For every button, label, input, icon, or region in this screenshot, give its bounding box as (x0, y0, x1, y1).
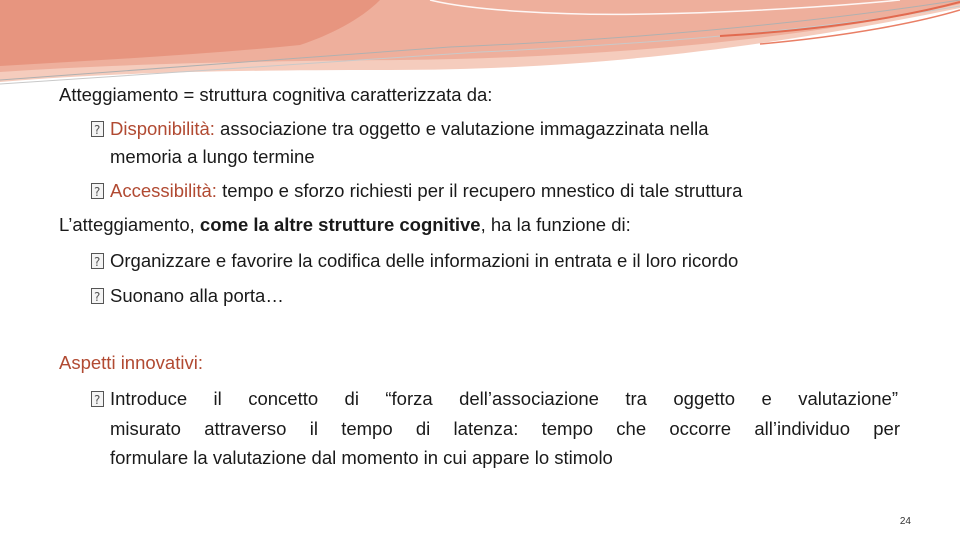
function-line (59, 214, 631, 236)
innovative-heading: Aspetti innovativi: (59, 352, 203, 373)
bullet-term-accessibilita: Accessibilità: (110, 180, 217, 201)
bullet-item-suonano (91, 285, 284, 307)
bullet-continuation-disponibilita: memoria a lungo termine (110, 146, 315, 167)
bullet-item-accessibilita (91, 180, 742, 202)
bullet-text-suonano: Suonano alla porta… (110, 285, 284, 306)
slide-number: 24 (899, 516, 911, 527)
bullet-text-organizzare: Organizzare e favorire la codifica delle informazioni in entrata e il loro ricordo (110, 250, 739, 271)
bullet-item-disponibilita (91, 118, 709, 140)
missing-glyph-bullet-icon (91, 391, 104, 407)
function-suffix: , ha la funzione di: (480, 214, 631, 235)
bullet-item-organizzare (91, 250, 738, 272)
missing-glyph-bullet-icon (91, 253, 104, 269)
function-prefix: L’atteggiamento, (59, 214, 200, 235)
function-bold: come la altre strutture cognitive (199, 214, 481, 235)
bullet-text-introduce: Introduce il concetto di “forza dell’associazione tra oggetto e valutazione” (110, 388, 898, 409)
bullet-text-accessibilita: tempo e sforzo richiesti per il recupero mnestico di tale struttura (216, 180, 743, 201)
missing-glyph-bullet-icon (91, 288, 104, 304)
intro-line: Atteggiamento = struttura cognitiva caratterizzata da: (59, 84, 493, 105)
bullet-item-introduce (91, 388, 899, 410)
bullet-term-disponibilita: Disponibilità: (110, 118, 215, 139)
bullet-continuation-introduce-2: formulare la valutazione dal momento in cui appare lo stimolo (110, 447, 613, 468)
bullet-text-disponibilita: associazione tra oggetto e valutazione immagazzinata nella (214, 118, 709, 139)
missing-glyph-bullet-icon (91, 183, 104, 199)
bullet-continuation-introduce-1: misurato attraverso il tempo di latenza: tempo che occorre all’individuo per (110, 418, 900, 439)
missing-glyph-bullet-icon (91, 121, 104, 137)
